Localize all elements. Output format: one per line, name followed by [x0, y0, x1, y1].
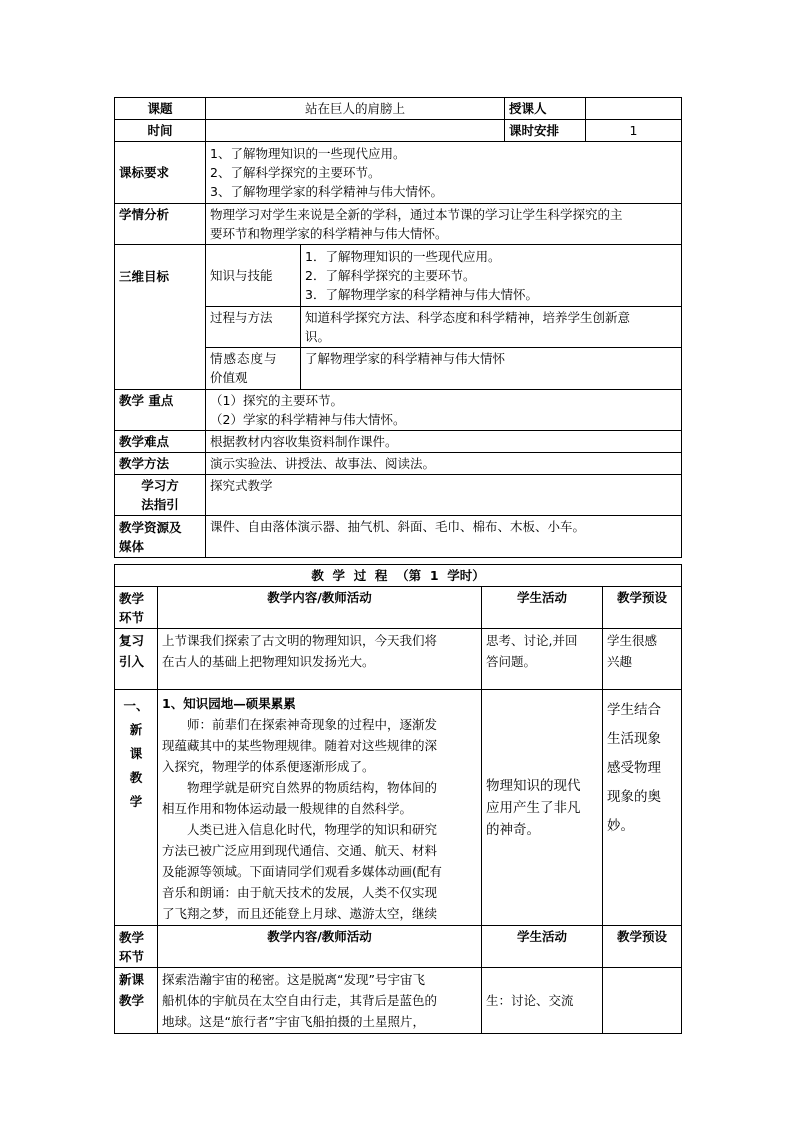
standards-list [206, 142, 682, 204]
new-lesson-content [158, 690, 482, 926]
preview-header: 教学预设 [603, 587, 682, 629]
goals-label: 三维目标 [115, 245, 206, 390]
continued-line: 船机体的宇航员在太空自由行走，其背后是蓝色的 [162, 993, 438, 1008]
content-header: 教学内容/教师活动 [158, 587, 482, 629]
key-item: （1）探究的主要环节。 [210, 393, 343, 408]
teacher-value [586, 98, 682, 120]
knowledge-item: 3．了解物理学家的科学精神与伟大情怀。 [305, 287, 538, 302]
analysis-text [206, 204, 682, 245]
section-heading: 1、知识园地—硕果累累 [162, 696, 296, 711]
student-line: 的神奇。 [486, 821, 540, 838]
content-line: 物理学就是研究自然界的物质结构，物体间的 [187, 780, 438, 795]
review-stage-line: 复习 [119, 633, 145, 648]
topic-value: 站在巨人的肩膀上 [206, 98, 505, 120]
teacher-label: 授课人 [505, 98, 586, 120]
stage-header [115, 587, 158, 629]
continued-line: 地球。这是“旅行者”宇宙飞船拍摄的土星照片， [162, 1014, 425, 1029]
standard-item: 3、了解物理学家的科学精神与伟大情怀。 [210, 184, 443, 199]
new-lesson-stage-line: 教 [129, 770, 143, 785]
resources-label-line: 媒体 [119, 538, 145, 554]
preview-header-2: 教学预设 [603, 926, 682, 968]
content-line: 方法已被广泛应用到现代通信、交通、航天、材料 [162, 843, 438, 858]
guide-label-line: 学习方 [141, 478, 179, 493]
preview-line: 学生结合 [607, 702, 661, 718]
preview-line: 感受物理 [607, 760, 661, 776]
key-list [206, 390, 682, 431]
process-method-label: 过程与方法 [206, 307, 301, 348]
continued-line: 探索浩瀚宇宙的秘密。这是脱离“发现”号宇宙飞 [162, 972, 425, 987]
standard-item: 1、了解物理知识的一些现代应用。 [210, 146, 406, 161]
process-title: 教 学 过 程 （第 1 学时） [115, 565, 682, 587]
lesson-info-table [114, 97, 682, 558]
knowledge-item: 1．了解物理知识的一些现代应用。 [305, 249, 501, 264]
attitude-value: 了解物理学家的科学精神与伟大情怀 [301, 348, 682, 390]
student-line: 应用产生了非凡 [486, 799, 581, 816]
continued-content [158, 968, 482, 1034]
content-line: 入探究，物理学的体系便逐渐形成了。 [162, 759, 375, 774]
preview-line: 现象的奥 [607, 789, 661, 805]
review-student-line: 答问题。 [486, 654, 537, 669]
content-line: 及能源等领域。下面请同学们观看多媒体动画(配有 [162, 864, 442, 879]
new-lesson-stage-line: 一、 [123, 698, 149, 713]
guide-value: 探究式教学 [206, 475, 682, 516]
new-lesson-preview [603, 690, 682, 926]
difficulty-label: 教学难点 [115, 431, 206, 453]
new-lesson-stage-line: 学 [129, 794, 143, 809]
teaching-process-table [114, 564, 682, 1034]
resources-label-line: 教学资源及 [119, 519, 182, 535]
content-line: 人类已进入信息化时代，物理学的知识和研究 [187, 822, 438, 837]
student-header: 学生活动 [482, 587, 603, 629]
knowledge-item: 2．了解科学探究的主要环节。 [305, 268, 476, 283]
guide-label-line: 法指引 [141, 497, 179, 512]
attitude-label [206, 348, 301, 390]
guide-label [115, 475, 206, 516]
content-header-2: 教学内容/教师活动 [158, 926, 482, 968]
standard-item: 2、了解科学探究的主要环节。 [210, 165, 381, 180]
resources-label [115, 516, 206, 558]
continued-preview [603, 968, 682, 1034]
new-lesson-stage-line: 新 [129, 722, 143, 737]
attitude-label-line: 情感态度与 [210, 351, 278, 366]
review-content-line: 上节课我们探索了古文明的物理知识，今天我们将 [162, 633, 438, 648]
time-label: 时间 [115, 120, 206, 142]
key-label: 教学 重点 [115, 390, 206, 431]
review-student-line: 思考、讨论,并回 [486, 633, 578, 648]
preview-line: 妙。 [607, 818, 634, 834]
continued-student: 生：讨论、交流 [482, 968, 603, 1034]
new-lesson-student [482, 690, 603, 926]
schedule-value: 1 [586, 120, 682, 142]
schedule-label: 课时安排 [505, 120, 586, 142]
continued-stage-line: 教学 [119, 993, 145, 1008]
method-value: 演示实验法、讲授法、故事法、阅读法。 [206, 453, 682, 475]
content-line: 了飞翔之梦，而且还能登上月球、遨游太空，继续 [162, 906, 438, 921]
content-line: 师：前辈们在探索神奇现象的过程中，逐渐发 [187, 717, 438, 732]
student-line: 物理知识的现代 [486, 777, 581, 794]
stage-header-line: 教学 [119, 929, 145, 945]
time-value [206, 120, 505, 142]
review-preview [603, 629, 682, 690]
knowledge-label: 知识与技能 [206, 245, 301, 307]
content-line: 现蕴藏其中的某些物理规律。随着对这些规律的深 [162, 738, 438, 753]
standards-label: 课标要求 [115, 142, 206, 204]
student-header-2: 学生活动 [482, 926, 603, 968]
new-lesson-stage [115, 690, 158, 926]
analysis-label: 学情分析 [115, 204, 206, 245]
preview-line: 生活现象 [607, 731, 661, 747]
topic-label: 课题 [115, 98, 206, 120]
process-line: 识。 [305, 329, 331, 344]
process-line: 知道科学探究方法、科学态度和科学精神，培养学生创新意 [305, 310, 631, 325]
content-line: 相互作用和物体运动最一般规律的自然科学。 [162, 801, 413, 816]
new-lesson-stage-line: 课 [129, 746, 143, 761]
difficulty-value: 根据教材内容收集资料制作课件。 [206, 431, 682, 453]
review-preview-line: 学生很感 [607, 633, 658, 648]
continued-stage [115, 968, 158, 1034]
stage-header-line: 环节 [119, 609, 145, 625]
review-content-line: 在古人的基础上把物理知识发扬光大。 [162, 654, 375, 669]
analysis-line: 要环节和物理学家的科学精神与伟大情怀。 [210, 226, 448, 241]
stage-header-line: 教学 [119, 590, 145, 606]
analysis-line: 物理学习对学生来说是全新的学科，通过本节课的学习让学生科学探究的主 [210, 207, 623, 222]
review-preview-line: 兴趣 [607, 654, 633, 669]
stage-header-line: 环节 [119, 948, 145, 964]
key-item: （2）学家的科学精神与伟大情怀。 [210, 412, 406, 427]
knowledge-list [301, 245, 682, 307]
review-stage [115, 629, 158, 690]
review-content [158, 629, 482, 690]
process-method-text [301, 307, 682, 348]
attitude-label-line: 价值观 [210, 370, 248, 385]
continued-stage-line: 新课 [119, 972, 145, 987]
stage-header-2 [115, 926, 158, 968]
review-student [482, 629, 603, 690]
content-line: 音乐和朗诵：由于航天技术的发展，人类不仅实现 [162, 885, 438, 900]
review-stage-line: 引入 [119, 654, 145, 669]
resources-value: 课件、自由落体演示器、抽气机、斜面、毛巾、棉布、木板、小车。 [206, 516, 682, 558]
method-label: 教学方法 [115, 453, 206, 475]
